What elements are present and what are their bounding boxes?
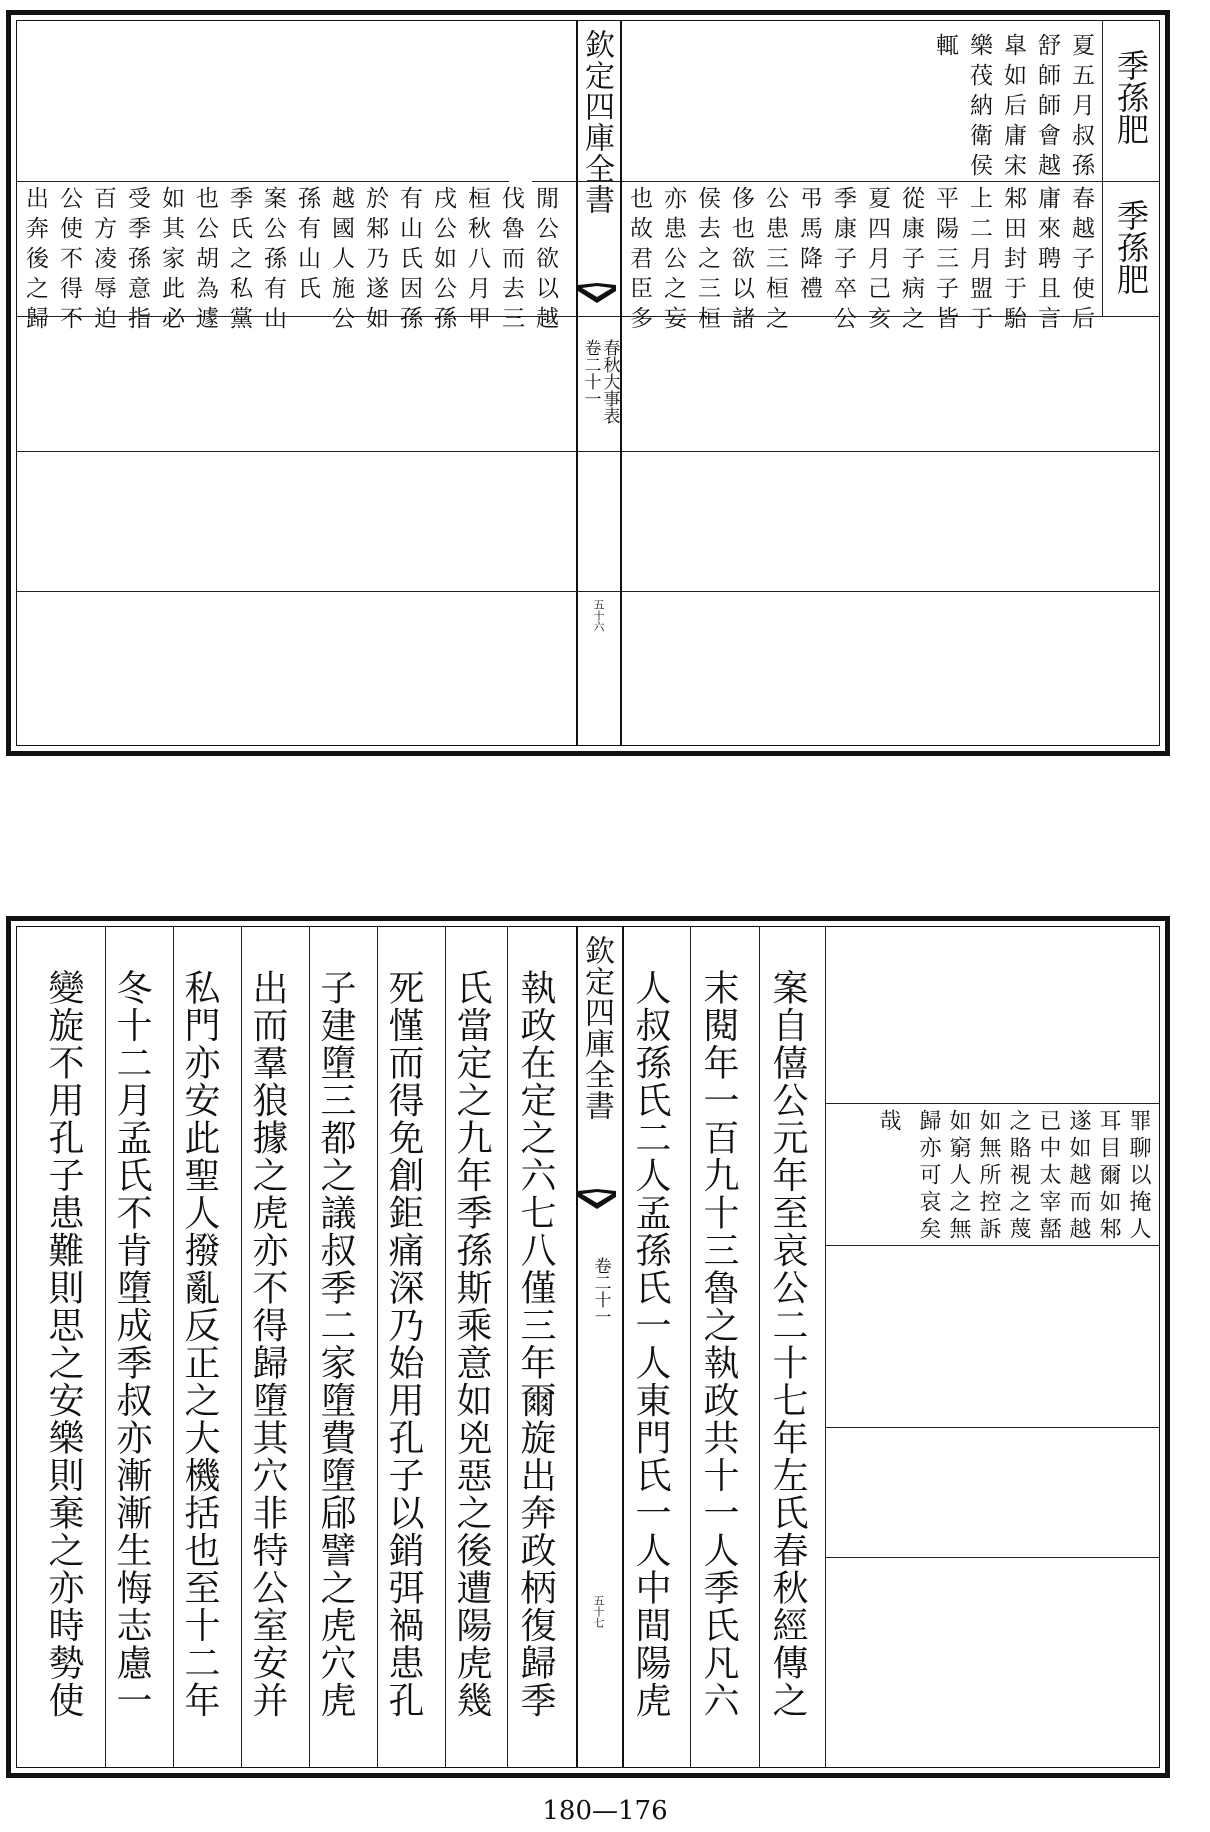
divider — [825, 1245, 1159, 1246]
text-column: 也故君臣多 — [626, 186, 652, 336]
note-column: 耳目爾如邾 — [1096, 1109, 1121, 1244]
text-column: 平陽三子皆 — [932, 186, 958, 336]
text-column: 私門亦安此聖人撥亂反正之大機括也至十二年 — [179, 969, 220, 1719]
text-column: 輒 — [932, 33, 958, 63]
text-column: 變旋不用孔子患難則思之安樂則棄之亦時勢使 — [43, 969, 84, 1719]
text-column: 從康子病之 — [898, 186, 924, 336]
note-column: 如窮人之無 — [946, 1109, 971, 1244]
text-column: 執政在定之六七八僅三年爾旋出奔政柄復歸季 — [515, 969, 556, 1719]
column-rule — [445, 927, 446, 1767]
text-column: 戌公如公孫 — [430, 186, 456, 336]
text-column: 百方凌辱迫 — [90, 186, 116, 336]
divider — [825, 1557, 1159, 1558]
text-column: 夏四月己亥 — [864, 186, 890, 336]
text-column: 閒公欲以越 — [532, 186, 558, 336]
text-column: 越國人施公 — [328, 186, 354, 336]
divider — [825, 1103, 1159, 1104]
text-column: 皐如后庸宋 — [1000, 33, 1026, 183]
text-column: 氏當定之九年季孫斯乘意如兇惡之後遭陽虎幾 — [451, 969, 492, 1719]
text-column: 季康子卒公 — [830, 186, 856, 336]
column-rule — [690, 927, 691, 1767]
text-column: 有山氏因孫 — [396, 186, 422, 336]
text-column: 舒師師會越 — [1034, 33, 1060, 183]
book-title: 欽定四庫全書 — [579, 935, 614, 1121]
text-column: 侯去之三桓 — [694, 186, 720, 336]
text-column: 公患三桓之 — [762, 186, 788, 336]
text-column: 春越子使后 — [1068, 186, 1094, 336]
text-column: 亦患公之妄 — [660, 186, 686, 336]
note-column: 已中太宰嚭 — [1036, 1109, 1061, 1244]
text-column: 如其家此必 — [158, 186, 184, 336]
column-rule — [241, 927, 242, 1767]
text-column: 死慬而得免創鉅痛深乃始用孔子以銷弭禍患孔 — [383, 969, 424, 1719]
note-column: 之賂視之蔑 — [1006, 1109, 1031, 1244]
text-column: 於邾乃遂如 — [362, 186, 388, 336]
fish-tail-mark — [578, 1189, 616, 1211]
divider — [825, 927, 826, 1767]
text-column: 出奔後之歸 — [22, 186, 48, 336]
column-rule — [759, 927, 760, 1767]
text-column: 季氏之私黨 — [226, 186, 252, 336]
column-rule — [309, 927, 310, 1767]
bottom-page — [6, 916, 1170, 1778]
text-column: 出而羣狼據之虎亦不得歸墮其穴非特公室安并 — [247, 969, 288, 1719]
text-column: 冬十二月孟氏不肯墮成季叔亦漸漸生悔志慮一 — [111, 969, 152, 1719]
text-column: 夏五月叔孫 — [1068, 33, 1094, 183]
divider — [1102, 21, 1103, 316]
center-strip — [576, 927, 624, 1767]
note-column: 遂如越而越 — [1066, 1109, 1091, 1244]
text-column: 末閱年一百九十三魯之執政共十一人季氏凡六 — [698, 969, 739, 1719]
volume-label: 卷二十一 — [580, 339, 601, 407]
book-title: 欽定四庫全書 — [579, 29, 614, 215]
top-page — [6, 10, 1170, 756]
bottom-page-frame — [16, 926, 1160, 1768]
text-column: 案公孫有山 — [260, 186, 286, 336]
text-column: 案自僖公元年至哀公二十七年左氏春秋經傳之 — [767, 969, 808, 1719]
column-rule — [105, 927, 106, 1767]
text-column: 樂茷納衛侯 — [966, 33, 992, 183]
text-column: 孫有山氏 — [294, 186, 320, 306]
text-column: 子建墮三都之議叔季二家墮費墮郈譬之虎穴虎 — [315, 969, 356, 1719]
text-column: 弔馬降禮 — [796, 186, 822, 306]
text-column: 桓秋八月甲 — [464, 186, 490, 336]
text-column: 也公胡為遽 — [192, 186, 218, 336]
top-page-frame — [16, 20, 1160, 746]
text-column: 受季孫意指 — [124, 186, 150, 336]
volume-label: 卷二十一 — [590, 1257, 611, 1325]
note-column: 哉 — [876, 1109, 901, 1136]
column-rule — [377, 927, 378, 1767]
column-rule — [173, 927, 174, 1767]
text-column: 上二月盟于 — [966, 186, 992, 336]
person-header: 季孫肥 — [1112, 49, 1150, 145]
text-column: 伐魯而去三 — [498, 186, 524, 336]
page-number: 五十六 — [592, 599, 605, 632]
page-footer-number: 180—176 — [542, 1796, 668, 1826]
divider — [825, 1427, 1159, 1428]
fish-tail-mark — [578, 283, 616, 305]
note-column: 如無所控訴 — [976, 1109, 1001, 1244]
page-number: 五十七 — [592, 1595, 605, 1628]
note-column: 歸亦可哀矣 — [916, 1109, 941, 1244]
text-column: 公使不得不 — [56, 186, 82, 336]
divider — [532, 181, 1159, 182]
text-column: 邾田封于駘 — [1000, 186, 1026, 336]
divider — [17, 181, 509, 182]
text-column: 侈也欲以諸 — [728, 186, 754, 336]
series-title: 春秋大事表 — [599, 339, 620, 424]
text-column: 人叔孫氏二人孟孫氏一人東門氏一人中間陽虎 — [630, 969, 671, 1719]
column-rule — [507, 927, 508, 1767]
center-strip — [576, 21, 622, 745]
note-column: 罪聊以掩人 — [1126, 1109, 1151, 1244]
text-column: 庸來聘且言 — [1034, 186, 1060, 336]
person-header: 季孫肥 — [1112, 199, 1150, 295]
